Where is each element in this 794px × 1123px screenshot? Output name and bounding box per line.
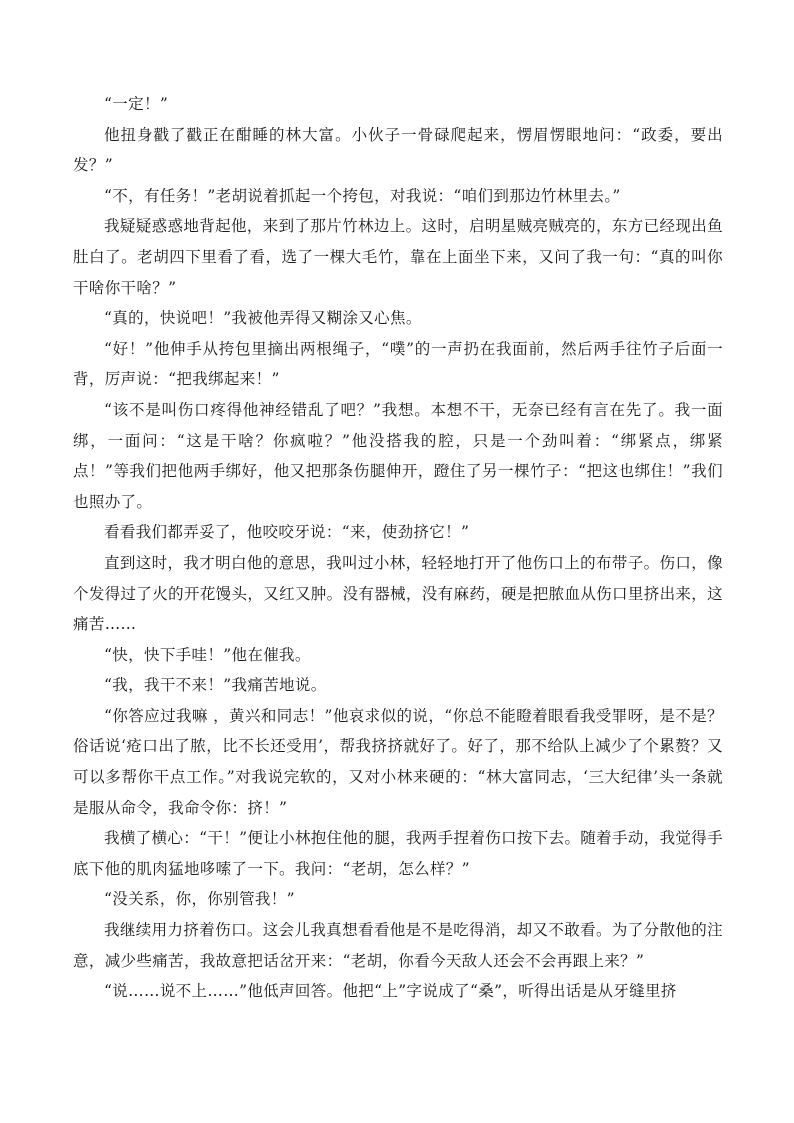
paragraph: 我横了横心：“干！”便让小林抱住他的腿，我两手捏着伤口按下去。随着手动，我觉得手底下他的肌肉猛地哆嗦了一下。我问：“老胡，怎么样？”: [73, 829, 723, 878]
paragraph: 看看我们都弄妥了，他咬咬牙说：“来，使劲挤它！”: [104, 523, 470, 542]
paragraph: 我继续用力挤着伤口。这会儿我真想看看他是不是吃得消，却又不敢看。为了分散他的注意，减少些痛苦，我故意把话岔开来：“老胡，你看今天敌人还会不会再跟上来？”: [73, 921, 723, 970]
paragraph: “你答应过我嘛 ，黄兴和同志！”他哀求似的说，“你总不能瞪着眼看我受罪呀，是不是？俗话说‘疮口出了脓，比不长还受用’，帮我挤挤就好了。好了，那不给队上减少了个累赘？又可以多帮你干点工作。”对我说完软的，又对小林来硬的：“林大富同志，‘三大纪律’头一条就是服从命令，我命令你：挤！”: [73, 706, 723, 817]
paragraph: “好！”他伸手从挎包里摘出两根绳子，“噗”的一声扔在我面前，然后两手往竹子后面一背，厉声说：“把我绑起来！”: [73, 339, 723, 389]
paragraph: 他扭身戳了戳正在酣睡的林大富。小伙子一骨碌爬起来，愣眉愣眼地问：“政委，要出发？”: [73, 125, 723, 175]
document-body: [73, 89, 723, 1007]
paragraph: “一定！”: [104, 95, 169, 113]
paragraph: “没关系，你，你别管我！”: [104, 890, 295, 909]
paragraph: “我，我干不来！”我痛苦地说。: [104, 676, 327, 695]
paragraph: “不，有任务！”老胡说着抓起一个挎包，对我说：“咱们到那边竹林里去。”: [104, 186, 621, 205]
paragraph: “说……说不上……”他低声回答。他把“上”字说成了“桑”，听得出话是从牙缝里挤: [104, 982, 677, 1001]
paragraph: 我疑疑惑惑地背起他，来到了那片竹林边上。这时，启明星贼亮贼亮的，东方已经现出鱼肚白了。老胡四下里看了看，选了一棵大毛竹，靠在上面坐下来，又问了我一句：“真的叫你干啥你干啥？”: [73, 217, 723, 297]
paragraph: “快，快下手哇！”他在催我。: [104, 645, 311, 664]
paragraph: “该不是叫伤口疼得他神经错乱了吧？”我想。本想不干，无奈已经有言在先了。我一面绑，一面问：“这是干啥？你疯啦？”他没搭我的腔，只是一个劲叫着：“绑紧点，绑紧点！”等我们把他两手绑好，他又把那条伤腿伸开，蹬住了另一棵竹子：“把这也绑住！”我们也照办了。: [73, 400, 723, 511]
paragraph: 直到这时，我才明白他的意思，我叫过小林，轻轻地打开了他伤口上的布带子。伤口，像个发得过了火的开花馒头，又红又肿。没有器械，没有麻药，硬是把脓血从伤口里挤出来，这痛苦……: [73, 553, 723, 634]
paragraph: “真的，快说吧！”我被他弄得又糊涂又心焦。: [104, 309, 422, 328]
